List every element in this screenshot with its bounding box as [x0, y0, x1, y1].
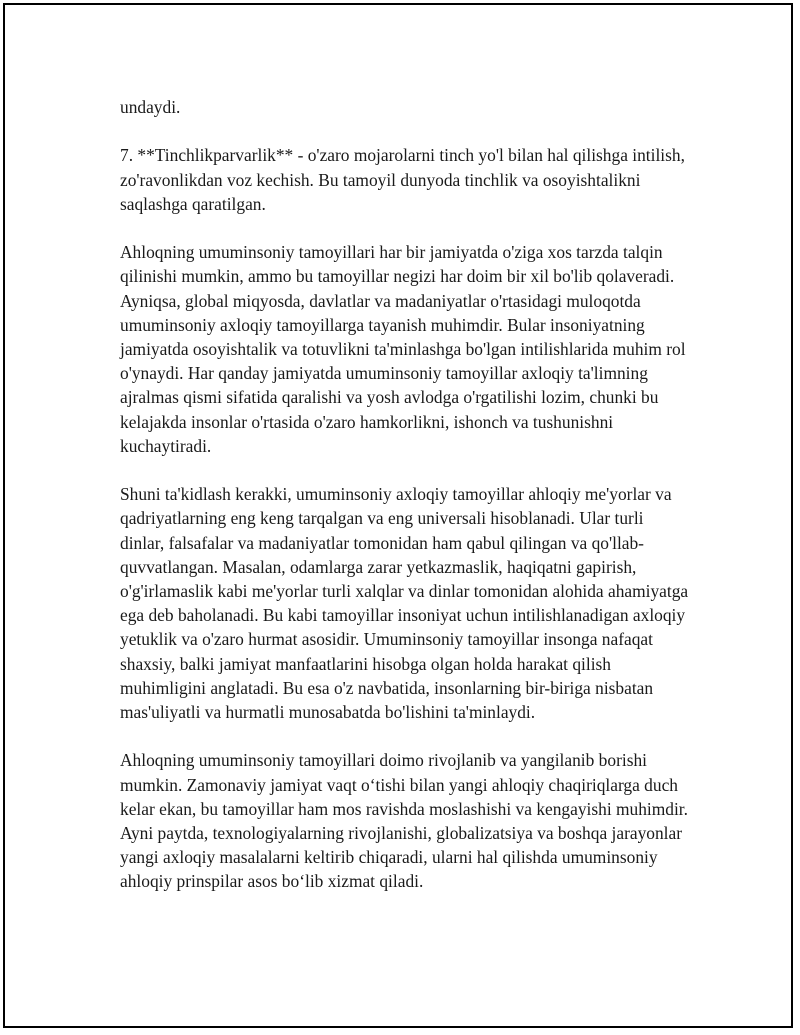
paragraph-2: Shuni ta'kidlash kerakki, umuminsoniy axloqiy tamoyillar ahloqiy me'yorlar va qadriyatlarning eng keng tarqalgan va eng universali hisoblanadi. Ular turli dinlar, falsafalar va madaniyatlar tomonidan ham qabul qilingan va qo'llab-quvvatlangan. Masalan, odamlarga zarar yetkazmaslik, haqiqatni gapirish, o'g'irlamaslik kabi me'yorlar turli xalqlar va dinlar tomonidan alohida ahamiyatga ega deb baholanadi. Bu kabi tamoyillar insoniyat uchun intilishlanadigan axloqiy yetuklik va o'zaro hurmat asosidir. Umuminsoniy tamoyillar insonga nafaqat shaxsiy, balki jamiyat manfaatlarini hisobga olgan holda harakat qilish muhimligini anglatadi. Bu esa o'z navbatida, insonlarning bir-biriga nisbatan mas'uliyatli va hurmatli munosabatda bo'lishini ta'minlaydi. [120, 484, 689, 723]
paragraph-continuation: undaydi. [120, 97, 181, 117]
paragraph-list-item-7: 7. **Tinchlikparvarlik** - o'zaro mojarolarni tinch yo'l bilan hal qilishga intilish, zo'ravonlikdan voz kechish. Bu tamoyil dunyoda tinchlik va osoyishtalikni saqlashga qaratilgan. [120, 145, 685, 214]
document-body [120, 95, 690, 918]
paragraph-1: Ahloqning umuminsoniy tamoyillari har bir jamiyatda o'ziga xos tarzda talqin qilinishi mumkin, ammo bu tamoyillar negizi har doim bir xil bo'lib qolaveradi. Ayniqsa, global miqyosda, davlatlar va madaniyatlar o'rtasidagi muloqotda umuminsoniy axloqiy tamoyillarga tayanish muhimdir. Bular insoniyatning jamiyatda osoyishtalik va totuvlikni ta'minlashga bo'lgan intilishlarida muhim rol o'ynaydi. Har qanday jamiyatda umuminsoniy tamoyillar axloqiy ta'limning ajralmas qismi sifatida qaralishi va yosh avlodga o'rgatilishi lozim, chunki bu kelajakda insonlar o'rtasida o'zaro hamkorlikni, ishonch va tushunishni kuchaytiradi. [120, 242, 686, 456]
paragraph-3: Ahloqning umuminsoniy tamoyillari doimo rivojlanib va yangilanib borishi mumkin. Zamonaviy jamiyat vaqt o‘tishi bilan yangi ahloqiy chaqiriqlarga duch kelar ekan, bu tamoyillar ham mos ravishda moslashishi va kengayishi muhimdir. Ayni paytda, texnologiyalarning rivojlanishi, globalizatsiya va boshqa jarayonlar yangi axloqiy masalalarni keltirib chiqaradi, ularni hal qilishda umuminsoniy ahloqiy prinspilar asos bo‘lib xizmat qiladi. [120, 750, 688, 892]
document-page [3, 3, 793, 1028]
